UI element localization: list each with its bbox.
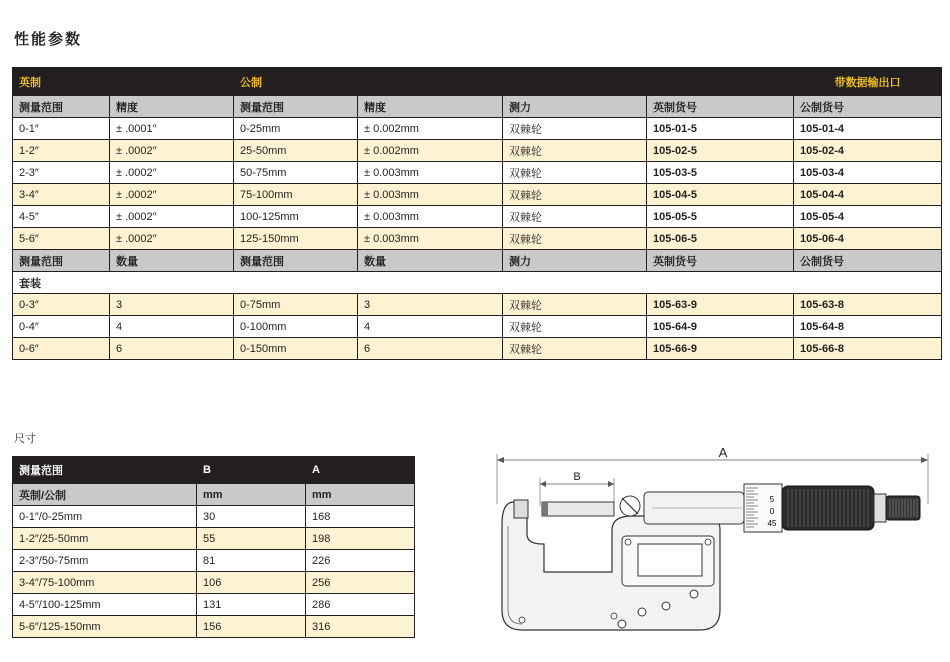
table-cell: ± .0001″ [110, 118, 234, 140]
table-cell: 106 [197, 572, 306, 594]
table-row [13, 528, 415, 550]
subheader-cell: 精度 [358, 96, 503, 118]
table-cell: 双棘轮 [503, 206, 647, 228]
subheader-cell: 英制/公制 [13, 484, 197, 506]
table-cell: 105-05-4 [794, 206, 942, 228]
table-cell: 105-63-8 [794, 294, 942, 316]
subheader-cell: 测量范围 [234, 96, 358, 118]
table-cell: 双棘轮 [503, 338, 647, 360]
subheader-cell: 公制货号 [794, 96, 942, 118]
table-row [13, 118, 942, 140]
table-cell: 0-150mm [234, 338, 358, 360]
table-cell: ± 0.003mm [358, 228, 503, 250]
header-cell: 带数据输出口 [794, 68, 942, 96]
table-row [13, 140, 942, 162]
table-row [13, 228, 942, 250]
scale-number: 45 [767, 519, 777, 528]
header-cell: 公制 [234, 68, 358, 96]
button-circle [618, 620, 626, 628]
table-row [13, 162, 942, 184]
table-cell: 2-3″ [13, 162, 110, 184]
page-title: 性能参数 [14, 31, 83, 48]
table-cell: 81 [197, 550, 306, 572]
subheader-cell: 英制货号 [647, 96, 794, 118]
subheader-cell: 数量 [358, 250, 503, 272]
table-cell: 3-4″/75-100mm [13, 572, 197, 594]
table-cell: 0-25mm [234, 118, 358, 140]
ratchet [886, 496, 920, 520]
table-cell: 1-2″ [13, 140, 110, 162]
table-cell: 0-100mm [234, 316, 358, 338]
table-cell: 5-6″ [13, 228, 110, 250]
table-row [13, 206, 942, 228]
button-circle [638, 608, 646, 616]
header-cell [647, 68, 794, 96]
table-cell: 3 [110, 294, 234, 316]
table-cell: 双棘轮 [503, 316, 647, 338]
subheader-cell: mm [197, 484, 306, 506]
table-row [13, 572, 415, 594]
set-group-row [13, 272, 942, 294]
scale-number: 5 [769, 495, 775, 504]
table-cell: 156 [197, 616, 306, 638]
table-row [13, 550, 415, 572]
table-cell: 105-04-4 [794, 184, 942, 206]
table-cell: 3-4″ [13, 184, 110, 206]
table-cell: 105-66-8 [794, 338, 942, 360]
table-cell: 4-5″ [13, 206, 110, 228]
lcd-screen [638, 544, 702, 576]
table-cell: 双棘轮 [503, 228, 647, 250]
table-cell: 256 [306, 572, 415, 594]
table-cell: 5-6″/125-150mm [13, 616, 197, 638]
table-cell: 2-3″/50-75mm [13, 550, 197, 572]
table-cell: 双棘轮 [503, 140, 647, 162]
table-cell: 3 [358, 294, 503, 316]
table-cell: 0-1″ [13, 118, 110, 140]
table-row [13, 616, 415, 638]
table-cell: 100-125mm [234, 206, 358, 228]
dimensions-title: 尺寸 [14, 433, 36, 445]
table-cell: 105-63-9 [647, 294, 794, 316]
table-subheader-row [13, 96, 942, 118]
table-cell: ± .0002″ [110, 228, 234, 250]
subheader-cell: 测力 [503, 250, 647, 272]
subheader-cell: 数量 [110, 250, 234, 272]
header-cell [358, 68, 503, 96]
table-cell: 30 [197, 506, 306, 528]
table-cell: 0-6″ [13, 338, 110, 360]
table-cell: 0-4″ [13, 316, 110, 338]
dimensions-table [12, 456, 415, 638]
subheader-cell: 英制货号 [647, 250, 794, 272]
table-cell: 105-64-9 [647, 316, 794, 338]
header-cell [110, 68, 234, 96]
table-cell: 105-02-4 [794, 140, 942, 162]
table-cell: 125-150mm [234, 228, 358, 250]
button-circle [690, 590, 698, 598]
table-row [13, 184, 942, 206]
table-cell: 25-50mm [234, 140, 358, 162]
subheader-cell: 测量范围 [13, 96, 110, 118]
table-row [13, 316, 942, 338]
table-cell: 105-03-4 [794, 162, 942, 184]
table-cell: 131 [197, 594, 306, 616]
table-cell: 105-03-5 [647, 162, 794, 184]
table-cell: 55 [197, 528, 306, 550]
table-cell: 105-06-4 [794, 228, 942, 250]
scale-number: 0 [769, 507, 775, 516]
table-cell: 168 [306, 506, 415, 528]
table-cell: ± .0002″ [110, 162, 234, 184]
header-cell: B [197, 457, 306, 484]
table-cell: 316 [306, 616, 415, 638]
subheader-cell: mm [306, 484, 415, 506]
spindle [542, 502, 614, 516]
table-cell: 105-66-9 [647, 338, 794, 360]
table-row [13, 294, 942, 316]
table-cell: 双棘轮 [503, 294, 647, 316]
table-cell: 0-3″ [13, 294, 110, 316]
table-cell: 105-06-5 [647, 228, 794, 250]
label-b: B [573, 471, 581, 483]
table-cell: 0-1″/0-25mm [13, 506, 197, 528]
table-cell: 0-75mm [234, 294, 358, 316]
table-row [13, 338, 942, 360]
table-cell: ± 0.002mm [358, 118, 503, 140]
micrometer-drawing [492, 444, 936, 640]
table-cell: 双棘轮 [503, 118, 647, 140]
table-cell: 双棘轮 [503, 184, 647, 206]
header-cell: 英制 [13, 68, 110, 96]
table-cell: 105-64-8 [794, 316, 942, 338]
table-cell: 105-01-5 [647, 118, 794, 140]
button-circle [662, 602, 670, 610]
subheader-cell: 测量范围 [234, 250, 358, 272]
subheader-cell: 精度 [110, 96, 234, 118]
table-cell: 1-2″/25-50mm [13, 528, 197, 550]
table-row [13, 594, 415, 616]
table-cell: 105-01-4 [794, 118, 942, 140]
table-cell: 286 [306, 594, 415, 616]
set-label: 套装 [13, 272, 942, 294]
table-cell: 105-04-5 [647, 184, 794, 206]
table-cell: ± .0002″ [110, 140, 234, 162]
table-cell: ± 0.003mm [358, 162, 503, 184]
table-cell: 198 [306, 528, 415, 550]
table-subheader-row [13, 484, 415, 506]
subheader-cell: 测量范围 [13, 250, 110, 272]
header-cell: A [306, 457, 415, 484]
table-cell: ± 0.002mm [358, 140, 503, 162]
table-cell: 4 [358, 316, 503, 338]
table-cell: 226 [306, 550, 415, 572]
label-a: A [718, 445, 728, 460]
header-cell [503, 68, 647, 96]
table-subheader-row [13, 250, 942, 272]
table-header-row [13, 68, 942, 96]
table-cell: 75-100mm [234, 184, 358, 206]
table-cell: ± 0.003mm [358, 184, 503, 206]
specs-table [12, 67, 942, 360]
table-header-row [13, 457, 415, 484]
table-cell: 4-5″/100-125mm [13, 594, 197, 616]
table-row [13, 506, 415, 528]
header-cell: 测量范围 [13, 457, 197, 484]
table-cell: 50-75mm [234, 162, 358, 184]
subheader-cell: 测力 [503, 96, 647, 118]
table-cell: 105-05-5 [647, 206, 794, 228]
table-cell: 4 [110, 316, 234, 338]
table-cell: 105-02-5 [647, 140, 794, 162]
table-cell: 双棘轮 [503, 162, 647, 184]
table-cell: ± 0.003mm [358, 206, 503, 228]
table-cell: 6 [110, 338, 234, 360]
table-cell: ± .0002″ [110, 206, 234, 228]
subheader-cell: 公制货号 [794, 250, 942, 272]
table-cell: ± .0002″ [110, 184, 234, 206]
table-cell: 6 [358, 338, 503, 360]
